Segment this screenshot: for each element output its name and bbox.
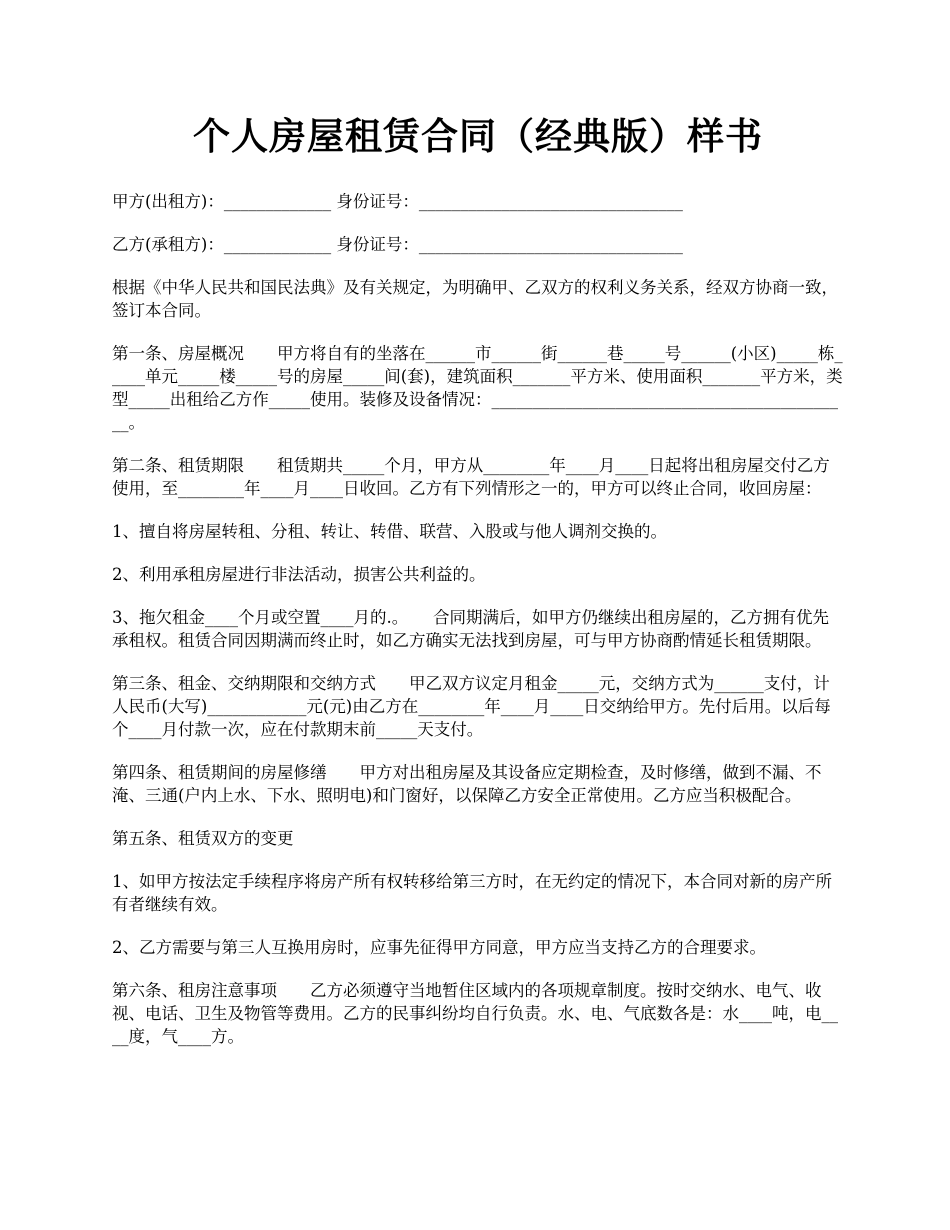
article-2-paragraph: 第二条、租赁期限 租赁期共_____个月，甲方从________年____月____日起将出租房屋交付乙方使用，至________年____月____日收回。乙方有下列情形之一的，甲方可以终止合同，收回房屋： [112,456,830,498]
article-3-paragraph: 第三条、租金、交纳期限和交纳方式 甲乙双方议定月租金_____元，交纳方式为______支付，计人民币(大写)____________元(元)由乙方在________年____月____日交纳给甲方。先付后用。以后每个____月付款一次，应在付款期末前_____天支付。 [112,674,831,739]
party-a-line: 甲方(出租方)：_____________ 身份证号：________________________________ [112,192,683,211]
article-2-item-3: 3、拖欠租金____个月或空置____月的.。 合同期满后，如甲方仍继续出租房屋的，乙方拥有优先承租权。租赁合同因期满而终止时，如乙方确实无法找到房屋，可与甲方协商酌情延长租赁期限。 [112,608,829,650]
article-1-paragraph: 第一条、房屋概况 甲方将自有的坐落在______市______街______巷_____号______(小区)_____栋_____单元_____楼_____号的房屋_____间(套)，建筑面积_______平方米、使用面积_______平方米，类型_____出租给乙方作_____使用。装修及设备情况：____________________________________________。 [112,344,843,432]
party-b-line: 乙方(承租方)：_____________ 身份证号：________________________________ [112,235,683,254]
article-5-item-1: 1、如甲方按法定手续程序将房产所有权转移给第三方时，在无约定的情况下，本合同对新的房产所有者继续有效。 [112,872,832,914]
article-2-item-2: 2、利用承租房屋进行非法活动，损害公共利益的。 [112,565,486,584]
contract-document [112,108,844,1068]
article-6-paragraph: 第六条、租房注意事项 乙方必须遵守当地暂住区域内的各项规章制度。按时交纳水、电气、收视、电话、卫生及物管等费用。乙方的民事纠纷均自行负责。水、电、气底数各是：水____吨，电____度，气____方。 [112,981,838,1046]
article-5-heading: 第五条、租赁双方的变更 [112,829,294,848]
article-2-item-1: 1、擅自将房屋转租、分租、转让、转借、联营、入股或与他人调剂交换的。 [112,522,667,541]
article-4-paragraph: 第四条、租赁期间的房屋修缮 甲方对出租房屋及其设备应定期检查，及时修缮，做到不漏、不淹、三通(户内上水、下水、照明电)和门窗好，以保障乙方安全正常使用。乙方应当积极配合。 [112,763,822,805]
article-5-item-2: 2、乙方需要与第三人互换用房时，应事先征得甲方同意，甲方应当支持乙方的合理要求。 [112,938,766,957]
document-title: 个人房屋租赁合同（经典版）样书 [193,114,763,158]
preamble-paragraph: 根据《中华人民共和国民法典》及有关规定，为明确甲、乙双方的权利义务关系，经双方协商一致，签订本合同。 [112,278,838,320]
